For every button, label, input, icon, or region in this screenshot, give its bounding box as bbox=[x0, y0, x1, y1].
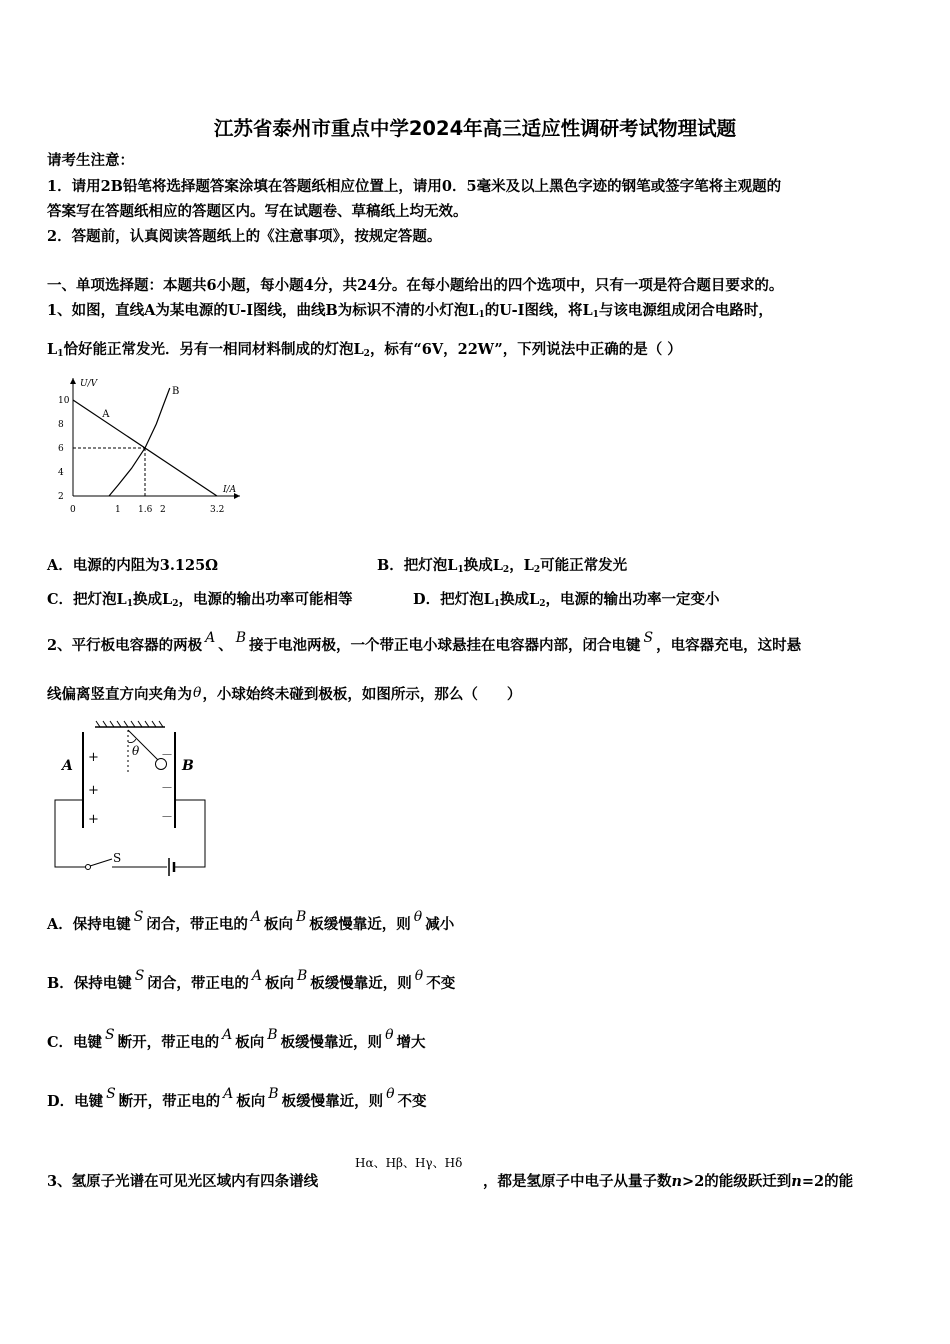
q2-option-d: D．电键 S 断开，带正电的 A 板向 B 板缓慢靠近，则 θ 不变 bbox=[47, 1086, 427, 1110]
notice-line-2: 答案写在答题纸相应的答题区内。写在试题卷、草稿纸上均无效。 bbox=[47, 203, 468, 220]
q2-capacitor-diagram bbox=[50, 720, 215, 880]
plate-a-label: A bbox=[62, 758, 73, 774]
section-heading: 一、单项选择题：本题共6小题，每小题4分，共24分。在每小题给出的四个选项中，只有一项是符合题目要求的。 bbox=[47, 277, 784, 294]
q1-stem-line-1: 1、如图，直线A为某电源的U-I图线，曲线B为标识不清的小灯泡$L_1$的U-I图线，将$L_1$与该电源组成闭合电路时， bbox=[47, 302, 773, 320]
q2-stem-line-1: 2、平行板电容器的两极 A 、 B 接于电池两极，一个带正电小球悬挂在电容器内部，闭合电键 S ，电容器充电，这时悬 bbox=[47, 630, 802, 654]
plus-sign: + bbox=[88, 783, 99, 798]
y-axis-label: U/V bbox=[80, 379, 98, 389]
y-tick-label: 8 bbox=[58, 420, 64, 430]
switch-contact bbox=[86, 865, 91, 870]
notice-heading: 请考生注意： bbox=[47, 152, 134, 169]
q3-stem-part-1: 3、氢原子光谱在可见光区域内有四条谱线 bbox=[47, 1173, 319, 1190]
minus-sign: － bbox=[161, 810, 174, 824]
q2-option-b: B．保持电键 S 闭合，带正电的 A 板向 B 板缓慢靠近，则 θ 不变 bbox=[47, 968, 456, 992]
wire-left bbox=[55, 800, 86, 867]
series-b-line bbox=[109, 388, 170, 496]
angle-arc bbox=[128, 739, 136, 743]
q1-option-b: B．把灯泡$L_1$换成$L_2$，$L_2$可能正常发光 bbox=[377, 557, 628, 575]
minus-sign: － bbox=[161, 781, 174, 795]
switch-lever bbox=[90, 859, 112, 866]
q1-stem-line-2: $L_1$恰好能正常发光．另有一相同材料制成的灯泡$L_2$，标有“6V，22W”，下列说法中正确的是（ ） bbox=[47, 341, 682, 359]
series-b-label: B bbox=[172, 386, 180, 397]
q1-option-d: D．把灯泡$L_1$换成$L_2$，电源的输出功率一定变小 bbox=[413, 591, 720, 609]
x-tick-label: 1.6 bbox=[138, 505, 153, 515]
x-tick-label: 3.2 bbox=[210, 505, 225, 515]
minus-sign: － bbox=[161, 748, 174, 762]
q1-option-c: C．把灯泡$L_1$换成$L_2$，电源的输出功率可能相等 bbox=[47, 591, 353, 609]
series-a-label: A bbox=[102, 408, 110, 420]
x-axis-label: I/A bbox=[223, 485, 237, 495]
switch-label: S bbox=[113, 851, 122, 865]
q1-ui-graph bbox=[55, 372, 250, 520]
ceiling-hatch bbox=[95, 721, 165, 727]
y-tick-label: 6 bbox=[58, 444, 64, 454]
notice-line-1: 1．请用2B铅笔将选择题答案涂填在答题纸相应位置上，请用0．5毫米及以上黑色字迹的钢笔或签字笔将主观题的 bbox=[47, 178, 782, 195]
wire-right bbox=[174, 800, 205, 867]
plus-sign: + bbox=[88, 750, 99, 765]
page-title: 江苏省泰州市重点中学2024年高三适应性调研考试物理试题 bbox=[213, 117, 737, 140]
q3-stem-part-2: ，都是氢原子中电子从量子数n>2的能级跃迁到n=2的能 bbox=[483, 1173, 854, 1190]
y-axis-arrow bbox=[70, 378, 76, 384]
y-tick-label: 2 bbox=[58, 492, 64, 502]
x-tick-label: 2 bbox=[160, 505, 166, 515]
q1-option-a: A．电源的内阻为3.125Ω bbox=[47, 557, 219, 574]
y-tick-label: 10 bbox=[58, 396, 70, 406]
y-tick-label: 4 bbox=[58, 468, 64, 478]
notice-line-3: 2．答题前，认真阅读答题纸上的《注意事项》，按规定答题。 bbox=[47, 228, 442, 245]
x-tick-label: 1 bbox=[115, 505, 121, 515]
theta-label: θ bbox=[132, 744, 140, 758]
q3-spectral-lines: Hα、Hβ、Hγ、Hδ bbox=[355, 1156, 463, 1170]
x-tick-label: 0 bbox=[70, 505, 76, 515]
q2-option-a: A．保持电键 S 闭合，带正电的 A 板向 B 板缓慢靠近，则 θ 减小 bbox=[47, 909, 455, 933]
q2-option-c: C．电键 S 断开，带正电的 A 板向 B 板缓慢靠近，则 θ 增大 bbox=[47, 1027, 426, 1051]
plus-sign: + bbox=[88, 812, 99, 827]
q2-stem-line-2: 线偏离竖直方向夹角为θ，小球始终未碰到极板，如图所示，那么（ ） bbox=[47, 685, 522, 703]
plate-b-label: B bbox=[182, 758, 194, 774]
